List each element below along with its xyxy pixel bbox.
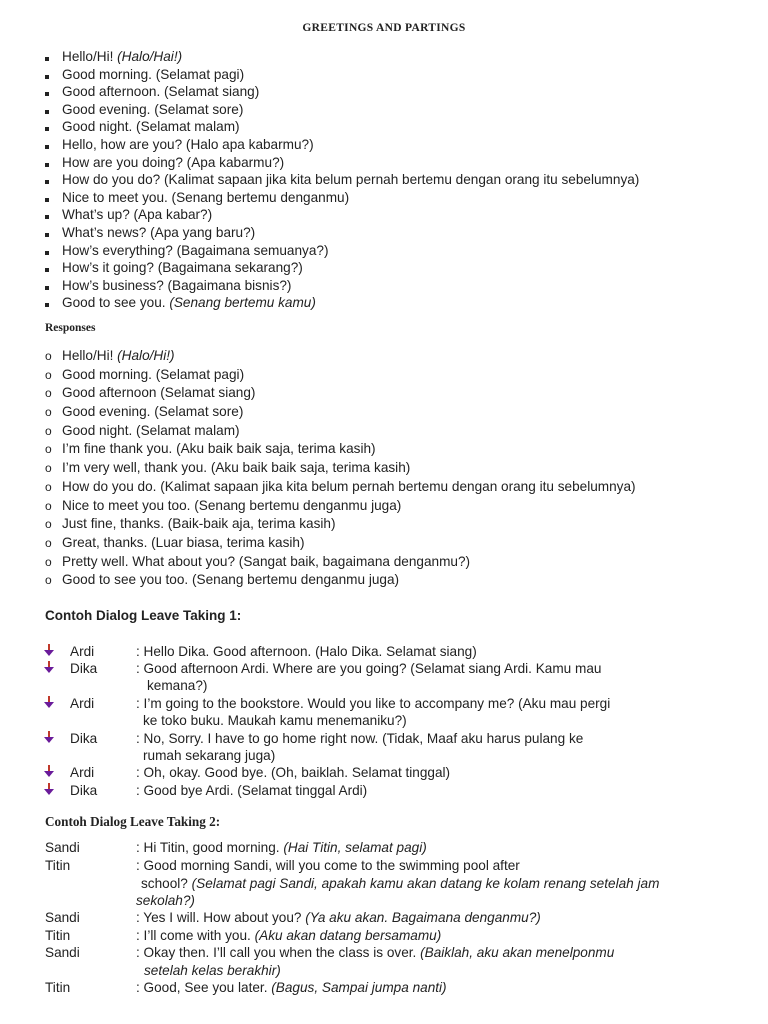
- dialog1-speaker: Dika: [70, 661, 98, 676]
- dialog2-speaker: Sandi: [45, 910, 80, 925]
- circle-bullet-icon: o: [45, 349, 52, 363]
- dialog2-speaker: Titin: [45, 858, 71, 873]
- arrow-bullet-icon: [43, 696, 55, 709]
- circle-bullet-icon: o: [45, 517, 52, 532]
- square-bullet-icon: [45, 101, 49, 119]
- dialog2-line: : Yes I will. How about you? (Ya aku akan. Bagaimana denganmu?): [136, 910, 541, 925]
- square-bullet-icon: [45, 83, 49, 101]
- dialog2-line-cont: school? (Selamat pagi Sandi, apakah kamu akan datang ke kolam renang setelah jam: [141, 876, 660, 891]
- square-bullet-icon: [45, 154, 49, 172]
- square-bullet-icon: [45, 66, 49, 84]
- circle-bullet-icon: o: [45, 423, 52, 438]
- square-bullet-icon: [45, 189, 49, 207]
- circle-bullet-icon: o: [45, 461, 52, 476]
- dialog2-line: : Good, See you later. (Bagus, Sampai jumpa nanti): [136, 980, 447, 995]
- dialog1-line: : Good bye Ardi. (Selamat tinggal Ardi): [136, 783, 368, 798]
- dialog1-line-cont: kemana?): [147, 678, 208, 693]
- square-bullet-icon: [45, 294, 49, 312]
- dialog1-line: : Good afternoon Ardi. Where are you going? (Selamat siang Ardi. Kamu mau: [136, 661, 602, 676]
- dialog1-line: : I’m going to the bookstore. Would you like to accompany me? (Aku mau pergi: [136, 696, 611, 711]
- dialog2-heading: Contoh Dialog Leave Taking 2:: [45, 814, 221, 829]
- dialog2-speaker: Titin: [45, 928, 71, 943]
- square-bullet-icon: [45, 48, 49, 66]
- dialog1-line-cont: rumah sekarang juga): [143, 748, 276, 763]
- square-bullet-icon: [45, 206, 49, 224]
- page-title: GREETINGS AND PARTINGS: [302, 22, 466, 34]
- arrow-bullet-icon: [43, 661, 55, 674]
- responses-heading: Responses: [45, 322, 96, 334]
- dialog2-line-cont: setelah kelas berakhir): [144, 963, 281, 978]
- arrow-bullet-icon: [43, 731, 55, 744]
- circle-bullet-icon: o: [45, 405, 52, 420]
- circle-bullet-icon: o: [45, 386, 52, 401]
- circle-bullet-icon: o: [45, 535, 52, 550]
- dialog2-line: : I’ll come with you. (Aku akan datang bersamamu): [136, 928, 442, 943]
- dialog2-line-cont: sekolah?): [136, 893, 195, 908]
- square-bullet-icon: [45, 242, 49, 260]
- dialog1-heading: Contoh Dialog Leave Taking 1:: [45, 608, 242, 623]
- dialog1-line: : Oh, okay. Good bye. (Oh, baiklah. Selamat tinggal): [136, 765, 451, 780]
- dialog2-line: : Hi Titin, good morning. (Hai Titin, selamat pagi): [136, 840, 427, 855]
- dialog1-speaker: Ardi: [70, 644, 95, 659]
- arrow-bullet-icon: [43, 765, 55, 778]
- square-bullet-icon: [45, 171, 49, 189]
- dialog2-line: : Good morning Sandi, will you come to the swimming pool after: [136, 858, 520, 873]
- dialog1-line: : Hello Dika. Good afternoon. (Halo Dika. Selamat siang): [136, 644, 477, 659]
- circle-bullet-icon: o: [45, 573, 52, 588]
- dialog2-speaker: Sandi: [45, 945, 80, 960]
- dialog1-speaker: Ardi: [70, 696, 95, 711]
- arrow-bullet-icon: [43, 783, 55, 796]
- dialog1-speaker: Ardi: [70, 765, 95, 780]
- arrow-bullet-icon: [43, 644, 55, 657]
- square-bullet-icon: [45, 136, 49, 154]
- circle-bullet-icon: o: [45, 498, 52, 513]
- square-bullet-icon: [45, 277, 49, 295]
- circle-bullet-icon: o: [45, 479, 52, 494]
- circle-bullet-icon: o: [45, 367, 52, 382]
- dialog2-speaker: Sandi: [45, 840, 80, 855]
- dialog2-speaker: Titin: [45, 980, 71, 995]
- dialog1-line-cont: ke toko buku. Maukah kamu menemaniku?): [143, 713, 407, 728]
- dialog1-speaker: Dika: [70, 783, 98, 798]
- dialog1-speaker: Dika: [70, 731, 98, 746]
- square-bullet-icon: [45, 224, 49, 242]
- dialog1-line: : No, Sorry. I have to go home right now. (Tidak, Maaf aku harus pulang ke: [136, 731, 584, 746]
- square-bullet-icon: [45, 118, 49, 136]
- square-bullet-icon: [45, 259, 49, 277]
- circle-bullet-icon: o: [45, 442, 52, 457]
- circle-bullet-icon: o: [45, 554, 52, 569]
- dialog2-line: : Okay then. I’ll call you when the class is over. (Baiklah, aku akan menelponmu: [136, 945, 615, 960]
